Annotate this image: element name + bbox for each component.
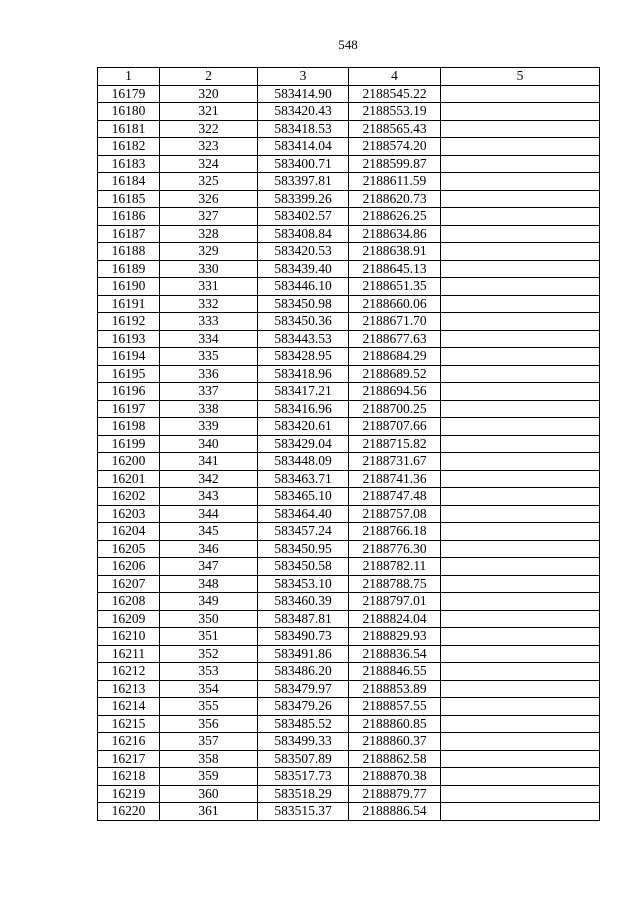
table-cell-col-2: 325 (160, 173, 258, 191)
table-row (98, 523, 600, 541)
table-cell-col-2: 333 (160, 313, 258, 331)
table-cell-col-4: 2188684.29 (349, 348, 441, 366)
table-cell-col-3: 583417.21 (258, 383, 349, 401)
table-cell-col-1: 16215 (98, 715, 160, 733)
column-header-4: 4 (349, 68, 441, 86)
table-cell-col-1: 16205 (98, 540, 160, 558)
table-row (98, 103, 600, 121)
table-row (98, 505, 600, 523)
table-row (98, 488, 600, 506)
table-cell-col-1: 16189 (98, 260, 160, 278)
table-cell-col-2: 337 (160, 383, 258, 401)
table-row (98, 610, 600, 628)
table-cell-col-4: 2188611.59 (349, 173, 441, 191)
table-cell-col-2: 350 (160, 610, 258, 628)
table-cell-col-4: 2188638.91 (349, 243, 441, 261)
table-cell-col-3: 583416.96 (258, 400, 349, 418)
table-row (98, 155, 600, 173)
table-cell-col-5 (441, 593, 600, 611)
table-cell-col-2: 324 (160, 155, 258, 173)
table-cell-col-3: 583450.36 (258, 313, 349, 331)
table-row (98, 645, 600, 663)
table-cell-col-4: 2188634.86 (349, 225, 441, 243)
table-cell-col-2: 320 (160, 85, 258, 103)
table-cell-col-1: 16191 (98, 295, 160, 313)
table-cell-col-1: 16200 (98, 453, 160, 471)
table-cell-col-5 (441, 663, 600, 681)
table-cell-col-2: 339 (160, 418, 258, 436)
table-row (98, 208, 600, 226)
table-cell-col-5 (441, 330, 600, 348)
table-cell-col-5 (441, 313, 600, 331)
table-cell-col-5 (441, 365, 600, 383)
table-cell-col-4: 2188788.75 (349, 575, 441, 593)
header-row (98, 68, 600, 86)
table-cell-col-5 (441, 750, 600, 768)
table-cell-col-1: 16193 (98, 330, 160, 348)
table-cell-col-5 (441, 610, 600, 628)
table-cell-col-2: 328 (160, 225, 258, 243)
table-row (98, 733, 600, 751)
table-row (98, 575, 600, 593)
table-cell-col-4: 2188797.01 (349, 593, 441, 611)
table-cell-col-4: 2188857.55 (349, 698, 441, 716)
table-cell-col-5 (441, 785, 600, 803)
table-cell-col-3: 583400.71 (258, 155, 349, 173)
table-cell-col-5 (441, 400, 600, 418)
table-cell-col-4: 2188731.67 (349, 453, 441, 471)
table-row (98, 593, 600, 611)
table-row (98, 138, 600, 156)
table-cell-col-3: 583399.26 (258, 190, 349, 208)
table-cell-col-3: 583460.39 (258, 593, 349, 611)
table-cell-col-5 (441, 295, 600, 313)
table-row (98, 383, 600, 401)
table-cell-col-4: 2188651.35 (349, 278, 441, 296)
table-cell-col-3: 583491.86 (258, 645, 349, 663)
table-cell-col-5 (441, 260, 600, 278)
table-cell-col-2: 353 (160, 663, 258, 681)
table-cell-col-2: 334 (160, 330, 258, 348)
table-cell-col-3: 583457.24 (258, 523, 349, 541)
table-cell-col-4: 2188860.37 (349, 733, 441, 751)
table-row (98, 190, 600, 208)
table-cell-col-2: 338 (160, 400, 258, 418)
table-cell-col-1: 16194 (98, 348, 160, 366)
table-cell-col-4: 2188870.38 (349, 768, 441, 786)
table-cell-col-5 (441, 208, 600, 226)
table-cell-col-1: 16182 (98, 138, 160, 156)
table-cell-col-5 (441, 540, 600, 558)
table-row (98, 120, 600, 138)
table-cell-col-2: 327 (160, 208, 258, 226)
table-cell-col-5 (441, 645, 600, 663)
table-cell-col-3: 583487.81 (258, 610, 349, 628)
table-cell-col-4: 2188689.52 (349, 365, 441, 383)
table-cell-col-2: 360 (160, 785, 258, 803)
table-cell-col-5 (441, 348, 600, 366)
column-header-5: 5 (441, 68, 600, 86)
table-cell-col-1: 16192 (98, 313, 160, 331)
table-row (98, 768, 600, 786)
table-row (98, 348, 600, 366)
table-cell-col-1: 16183 (98, 155, 160, 173)
table-cell-col-1: 16213 (98, 680, 160, 698)
table-cell-col-3: 583463.71 (258, 470, 349, 488)
page-number: 548 (338, 37, 358, 52)
table-cell-col-5 (441, 190, 600, 208)
table-cell-col-3: 583439.40 (258, 260, 349, 278)
table-cell-col-2: 335 (160, 348, 258, 366)
table-row (98, 313, 600, 331)
table-cell-col-3: 583408.84 (258, 225, 349, 243)
table-cell-col-4: 2188836.54 (349, 645, 441, 663)
table-row (98, 400, 600, 418)
table-cell-col-4: 2188660.06 (349, 295, 441, 313)
table-cell-col-5 (441, 225, 600, 243)
table-cell-col-2: 341 (160, 453, 258, 471)
table-cell-col-4: 2188715.82 (349, 435, 441, 453)
table-row (98, 453, 600, 471)
table-cell-col-3: 583443.53 (258, 330, 349, 348)
table-cell-col-5 (441, 278, 600, 296)
table-cell-col-1: 16208 (98, 593, 160, 611)
table-cell-col-2: 336 (160, 365, 258, 383)
table-cell-col-4: 2188553.19 (349, 103, 441, 121)
table-cell-col-3: 583450.58 (258, 558, 349, 576)
table-row (98, 173, 600, 191)
table-cell-col-3: 583418.53 (258, 120, 349, 138)
table-cell-col-5 (441, 103, 600, 121)
table-cell-col-3: 583418.96 (258, 365, 349, 383)
table-cell-col-2: 345 (160, 523, 258, 541)
table-cell-col-1: 16184 (98, 173, 160, 191)
table-cell-col-1: 16220 (98, 803, 160, 821)
table-cell-col-1: 16199 (98, 435, 160, 453)
table-cell-col-2: 356 (160, 715, 258, 733)
table-cell-col-3: 583486.20 (258, 663, 349, 681)
table-row (98, 85, 600, 103)
table-row (98, 470, 600, 488)
table-cell-col-3: 583464.40 (258, 505, 349, 523)
table-cell-col-5 (441, 680, 600, 698)
table-row (98, 225, 600, 243)
table-cell-col-3: 583479.97 (258, 680, 349, 698)
table-row (98, 698, 600, 716)
table-cell-col-4: 2188766.18 (349, 523, 441, 541)
table-cell-col-2: 348 (160, 575, 258, 593)
table-cell-col-3: 583465.10 (258, 488, 349, 506)
column-header-1: 1 (98, 68, 160, 86)
table-row (98, 803, 600, 821)
table-cell-col-4: 2188879.77 (349, 785, 441, 803)
table-cell-col-5 (441, 628, 600, 646)
table-cell-col-5 (441, 243, 600, 261)
table-cell-col-4: 2188574.20 (349, 138, 441, 156)
table-cell-col-3: 583402.57 (258, 208, 349, 226)
table-cell-col-3: 583517.73 (258, 768, 349, 786)
table-cell-col-2: 321 (160, 103, 258, 121)
table-cell-col-1: 16179 (98, 85, 160, 103)
table-cell-col-4: 2188860.85 (349, 715, 441, 733)
table-cell-col-1: 16185 (98, 190, 160, 208)
table-cell-col-4: 2188776.30 (349, 540, 441, 558)
table-cell-col-2: 357 (160, 733, 258, 751)
coordinates-table (97, 67, 600, 821)
table-cell-col-4: 2188824.04 (349, 610, 441, 628)
table-cell-col-5 (441, 733, 600, 751)
table-cell-col-1: 16210 (98, 628, 160, 646)
table-cell-col-4: 2188757.08 (349, 505, 441, 523)
table-cell-col-3: 583479.26 (258, 698, 349, 716)
table-cell-col-1: 16217 (98, 750, 160, 768)
table-cell-col-1: 16214 (98, 698, 160, 716)
table-cell-col-5 (441, 435, 600, 453)
table-cell-col-4: 2188599.87 (349, 155, 441, 173)
table-cell-col-1: 16197 (98, 400, 160, 418)
table-cell-col-5 (441, 138, 600, 156)
table-cell-col-1: 16186 (98, 208, 160, 226)
table-cell-col-1: 16212 (98, 663, 160, 681)
table-cell-col-2: 329 (160, 243, 258, 261)
table-row (98, 558, 600, 576)
table-row (98, 295, 600, 313)
table-cell-col-4: 2188565.43 (349, 120, 441, 138)
table-cell-col-2: 332 (160, 295, 258, 313)
table-cell-col-2: 361 (160, 803, 258, 821)
table-cell-col-5 (441, 488, 600, 506)
table-cell-col-3: 583485.52 (258, 715, 349, 733)
table-cell-col-3: 583397.81 (258, 173, 349, 191)
table-row (98, 785, 600, 803)
table-cell-col-2: 351 (160, 628, 258, 646)
table-row (98, 278, 600, 296)
table-cell-col-5 (441, 120, 600, 138)
table-row (98, 418, 600, 436)
table-cell-col-5 (441, 803, 600, 821)
table-cell-col-5 (441, 155, 600, 173)
table-cell-col-1: 16204 (98, 523, 160, 541)
table-row (98, 750, 600, 768)
table-cell-col-3: 583428.95 (258, 348, 349, 366)
table-cell-col-1: 16203 (98, 505, 160, 523)
table-cell-col-2: 322 (160, 120, 258, 138)
table-cell-col-3: 583450.95 (258, 540, 349, 558)
table-cell-col-1: 16201 (98, 470, 160, 488)
table-cell-col-2: 323 (160, 138, 258, 156)
table-row (98, 243, 600, 261)
table-cell-col-2: 352 (160, 645, 258, 663)
table-cell-col-1: 16195 (98, 365, 160, 383)
table-cell-col-3: 583507.89 (258, 750, 349, 768)
table-cell-col-5 (441, 418, 600, 436)
table-cell-col-3: 583446.10 (258, 278, 349, 296)
table-cell-col-3: 583515.37 (258, 803, 349, 821)
table-cell-col-4: 2188694.56 (349, 383, 441, 401)
table-cell-col-2: 326 (160, 190, 258, 208)
table-cell-col-3: 583420.43 (258, 103, 349, 121)
table-cell-col-4: 2188862.58 (349, 750, 441, 768)
table-cell-col-4: 2188626.25 (349, 208, 441, 226)
table-cell-col-5 (441, 173, 600, 191)
table-cell-col-3: 583420.53 (258, 243, 349, 261)
table-cell-col-3: 583490.73 (258, 628, 349, 646)
table-cell-col-4: 2188886.54 (349, 803, 441, 821)
table-cell-col-3: 583453.10 (258, 575, 349, 593)
table-cell-col-4: 2188620.73 (349, 190, 441, 208)
table-cell-col-5 (441, 523, 600, 541)
table-cell-col-1: 16211 (98, 645, 160, 663)
table-row (98, 680, 600, 698)
table-cell-col-2: 343 (160, 488, 258, 506)
table-cell-col-3: 583414.90 (258, 85, 349, 103)
table-cell-col-2: 349 (160, 593, 258, 611)
column-header-3: 3 (258, 68, 349, 86)
table-cell-col-4: 2188677.63 (349, 330, 441, 348)
column-header-2: 2 (160, 68, 258, 86)
table-body (98, 85, 600, 820)
table-cell-col-4: 2188829.93 (349, 628, 441, 646)
table-cell-col-2: 354 (160, 680, 258, 698)
table-cell-col-3: 583414.04 (258, 138, 349, 156)
table-cell-col-1: 16198 (98, 418, 160, 436)
table-cell-col-4: 2188700.25 (349, 400, 441, 418)
table-cell-col-3: 583499.33 (258, 733, 349, 751)
table-cell-col-5 (441, 558, 600, 576)
table-cell-col-5 (441, 383, 600, 401)
table-cell-col-4: 2188707.66 (349, 418, 441, 436)
table-cell-col-2: 359 (160, 768, 258, 786)
table-cell-col-4: 2188671.70 (349, 313, 441, 331)
table-cell-col-3: 583420.61 (258, 418, 349, 436)
table-cell-col-4: 2188782.11 (349, 558, 441, 576)
table-cell-col-3: 583450.98 (258, 295, 349, 313)
table-cell-col-4: 2188545.22 (349, 85, 441, 103)
table-cell-col-2: 340 (160, 435, 258, 453)
table-cell-col-1: 16216 (98, 733, 160, 751)
table-cell-col-1: 16206 (98, 558, 160, 576)
table-cell-col-5 (441, 715, 600, 733)
table-cell-col-1: 16219 (98, 785, 160, 803)
table-cell-col-5 (441, 768, 600, 786)
table-cell-col-1: 16190 (98, 278, 160, 296)
table-cell-col-2: 342 (160, 470, 258, 488)
table-cell-col-2: 331 (160, 278, 258, 296)
table-cell-col-2: 330 (160, 260, 258, 278)
table-cell-col-4: 2188741.36 (349, 470, 441, 488)
table-cell-col-1: 16181 (98, 120, 160, 138)
table-cell-col-1: 16207 (98, 575, 160, 593)
table-cell-col-1: 16188 (98, 243, 160, 261)
table-cell-col-1: 16218 (98, 768, 160, 786)
table-cell-col-5 (441, 698, 600, 716)
table-cell-col-1: 16209 (98, 610, 160, 628)
table-row (98, 628, 600, 646)
table-row (98, 540, 600, 558)
table-row (98, 435, 600, 453)
table-cell-col-4: 2188645.13 (349, 260, 441, 278)
table-cell-col-5 (441, 505, 600, 523)
table-cell-col-1: 16180 (98, 103, 160, 121)
table-row (98, 260, 600, 278)
table-cell-col-5 (441, 85, 600, 103)
table-cell-col-4: 2188747.48 (349, 488, 441, 506)
table-cell-col-4: 2188853.89 (349, 680, 441, 698)
table-cell-col-1: 16187 (98, 225, 160, 243)
table-cell-col-2: 347 (160, 558, 258, 576)
table-cell-col-5 (441, 453, 600, 471)
table-cell-col-2: 358 (160, 750, 258, 768)
table-row (98, 663, 600, 681)
table-cell-col-2: 355 (160, 698, 258, 716)
table-cell-col-5 (441, 470, 600, 488)
table-cell-col-3: 583429.04 (258, 435, 349, 453)
table-row (98, 715, 600, 733)
table-header (98, 68, 600, 86)
table-cell-col-2: 346 (160, 540, 258, 558)
table-cell-col-3: 583448.09 (258, 453, 349, 471)
table-row (98, 365, 600, 383)
table-cell-col-5 (441, 575, 600, 593)
table-cell-col-1: 16196 (98, 383, 160, 401)
table-cell-col-2: 344 (160, 505, 258, 523)
table-cell-col-3: 583518.29 (258, 785, 349, 803)
table-cell-col-1: 16202 (98, 488, 160, 506)
table-row (98, 330, 600, 348)
table-cell-col-4: 2188846.55 (349, 663, 441, 681)
